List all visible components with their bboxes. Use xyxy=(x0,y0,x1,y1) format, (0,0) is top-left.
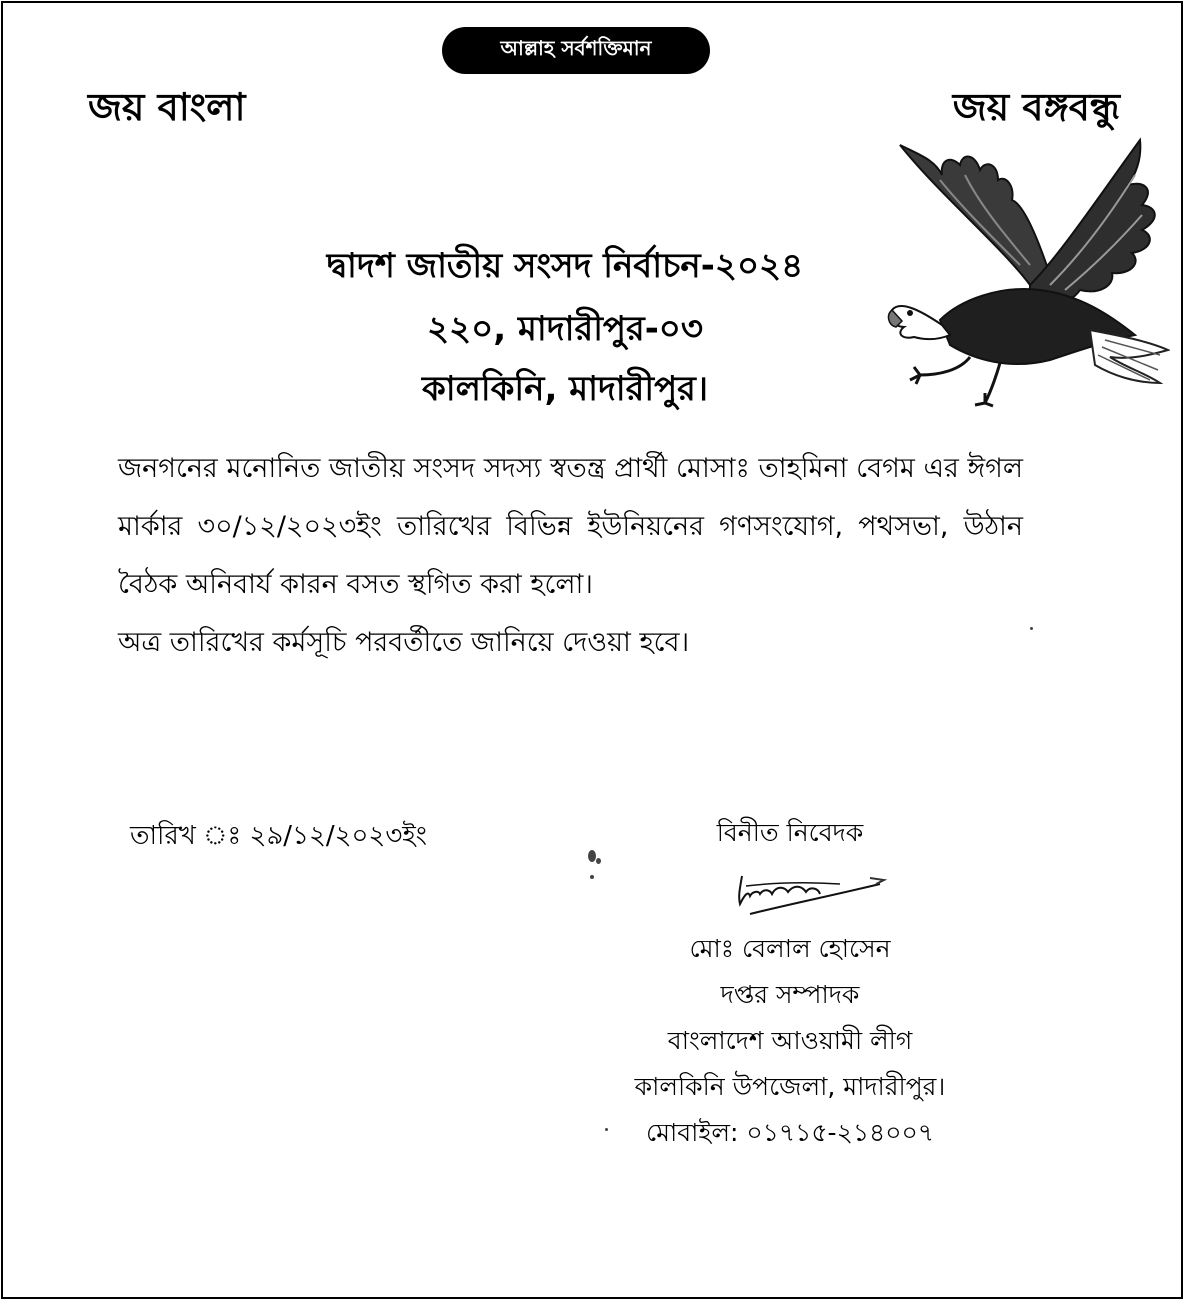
scan-speck xyxy=(605,1128,608,1131)
notice-body xyxy=(118,440,1023,672)
closing-text: বিনীত নিবেদক xyxy=(716,818,864,847)
slogan-left: জয় বাংলা xyxy=(88,85,246,129)
signatory-organization: বাংলাদেশ আওয়ামী লীগ xyxy=(667,1026,913,1055)
scan-speck xyxy=(1030,627,1033,630)
signatory-name: মোঃ বেলাল হোসেন xyxy=(689,934,891,963)
title-line-2: ২২০, মাদারীপুর-০৩ xyxy=(426,309,704,349)
title-line-1: দ্বাদশ জাতীয় সংসদ নির্বাচন-২০২৪ xyxy=(326,246,804,286)
title-line-3: কালকিনি, মাদারীপুর। xyxy=(421,369,709,409)
signatory-location: কালকিনি উপজেলা, মাদারীপুর। xyxy=(634,1072,946,1101)
header-pill xyxy=(442,27,710,74)
signature-block xyxy=(590,810,990,1156)
signatory-designation: দপ্তর সম্পাদক xyxy=(720,980,860,1009)
scan-speck xyxy=(588,850,596,862)
scan-speck xyxy=(590,875,594,879)
slogan-right: জয় বঙ্গবন্ধু xyxy=(952,85,1120,129)
notice-paragraph-2: অত্র তারিখের কর্মসূচি পরবর্তীতে জানিয়ে দেওয়া হবে। xyxy=(118,627,690,658)
header-pill-text: আল্লাহ সর্বশক্তিমান xyxy=(500,36,652,60)
handwritten-signature xyxy=(680,856,900,926)
signatory-mobile: মোবাইল: ০১৭১৫-২১৪০০৭ xyxy=(645,1118,935,1147)
scan-speck xyxy=(596,858,601,864)
notice-paragraph-1: জনগনের মনোনিত জাতীয় সংসদ সদস্য স্বতন্ত্র প্রার্থী মোসাঃ তাহমিনা বেগম এর ঈগল মার্কার ৩০/১২/২০২৩ইং তারিখের বিভিন্ন ইউনিয়নের গণসংযোগ, পথসভা, উঠান বৈঠক অনিবার্য কারন বসত স্থগিত করা হলো। xyxy=(118,453,1023,600)
date-text: তারিখ ঃ ২৯/১২/২০২৩ইং xyxy=(130,821,427,851)
